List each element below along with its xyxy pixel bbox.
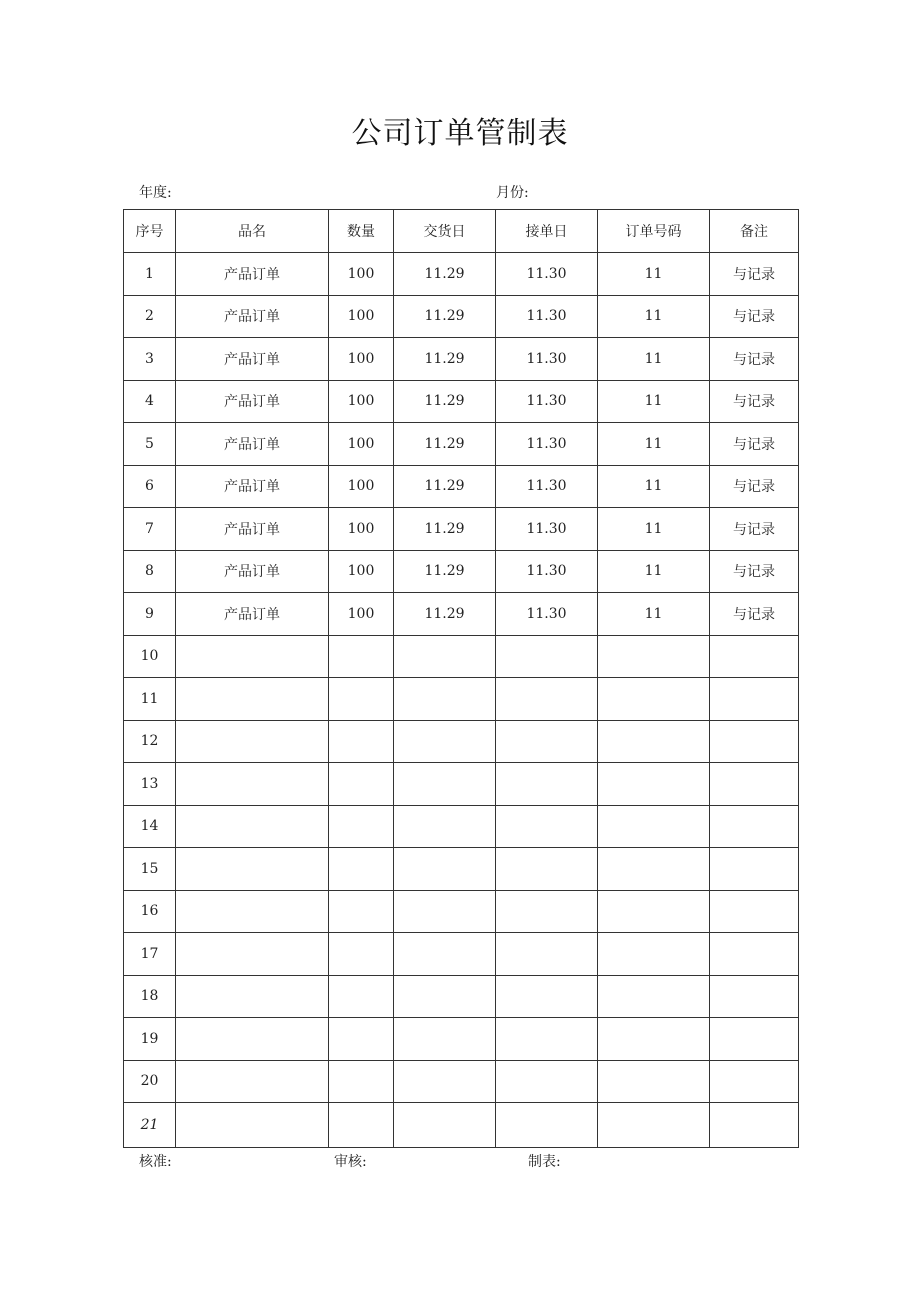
header-received-date: 接单日 <box>496 210 598 253</box>
cell-order-no <box>598 1018 710 1061</box>
cell-received-date <box>496 678 598 721</box>
year-label: 年度: <box>139 185 172 201</box>
cell-seq: 14 <box>124 805 176 848</box>
cell-delivery-date <box>394 1018 496 1061</box>
table-row <box>124 338 799 381</box>
cell-remark: 与记录 <box>710 423 799 466</box>
cell-delivery-date: 11.29 <box>394 593 496 636</box>
cell-delivery-date <box>394 1060 496 1103</box>
cell-qty <box>329 763 394 806</box>
page-title: 公司订单管制表 <box>351 116 569 151</box>
cell-order-no: 11 <box>598 380 710 423</box>
cell-qty <box>329 1018 394 1061</box>
cell-qty <box>329 678 394 721</box>
cell-qty: 100 <box>329 465 394 508</box>
cell-name <box>176 1018 329 1061</box>
cell-received-date <box>496 975 598 1018</box>
cell-order-no <box>598 848 710 891</box>
cell-received-date <box>496 1103 598 1148</box>
cell-name <box>176 763 329 806</box>
cell-order-no <box>598 763 710 806</box>
cell-delivery-date <box>394 805 496 848</box>
cell-seq: 16 <box>124 890 176 933</box>
cell-delivery-date: 11.29 <box>394 380 496 423</box>
cell-remark <box>710 763 799 806</box>
cell-qty <box>329 890 394 933</box>
cell-remark <box>710 975 799 1018</box>
cell-remark <box>710 933 799 976</box>
cell-qty <box>329 1103 394 1148</box>
cell-qty: 100 <box>329 253 394 296</box>
cell-received-date: 11.30 <box>496 423 598 466</box>
cell-order-no: 11 <box>598 508 710 551</box>
cell-received-date: 11.30 <box>496 508 598 551</box>
cell-qty: 100 <box>329 593 394 636</box>
cell-received-date <box>496 848 598 891</box>
cell-order-no <box>598 1060 710 1103</box>
cell-name: 产品订单 <box>176 508 329 551</box>
cell-received-date: 11.30 <box>496 380 598 423</box>
cell-order-no <box>598 1103 710 1148</box>
cell-remark <box>710 890 799 933</box>
cell-seq: 4 <box>124 380 176 423</box>
table-row <box>124 423 799 466</box>
table-row <box>124 508 799 551</box>
cell-remark <box>710 720 799 763</box>
cell-name: 产品订单 <box>176 593 329 636</box>
cell-qty: 100 <box>329 423 394 466</box>
cell-order-no <box>598 678 710 721</box>
cell-delivery-date: 11.29 <box>394 338 496 381</box>
table-row <box>124 890 799 933</box>
cell-received-date <box>496 1060 598 1103</box>
table-row <box>124 848 799 891</box>
cell-order-no: 11 <box>598 295 710 338</box>
cell-remark <box>710 1103 799 1148</box>
cell-remark: 与记录 <box>710 550 799 593</box>
cell-received-date: 11.30 <box>496 253 598 296</box>
cell-received-date: 11.30 <box>496 338 598 381</box>
cell-qty <box>329 848 394 891</box>
cell-seq: 5 <box>124 423 176 466</box>
cell-remark <box>710 848 799 891</box>
cell-name: 产品订单 <box>176 550 329 593</box>
cell-qty <box>329 1060 394 1103</box>
cell-name <box>176 890 329 933</box>
cell-qty: 100 <box>329 338 394 381</box>
table-row <box>124 593 799 636</box>
cell-remark <box>710 1018 799 1061</box>
cell-received-date <box>496 1018 598 1061</box>
cell-received-date: 11.30 <box>496 295 598 338</box>
table-row <box>124 805 799 848</box>
cell-seq: 18 <box>124 975 176 1018</box>
cell-delivery-date <box>394 678 496 721</box>
cell-seq: 8 <box>124 550 176 593</box>
header-remark: 备注 <box>710 210 799 253</box>
header-qty: 数量 <box>329 210 394 253</box>
cell-delivery-date: 11.29 <box>394 550 496 593</box>
cell-seq: 11 <box>124 678 176 721</box>
order-table <box>123 209 799 1148</box>
cell-order-no: 11 <box>598 550 710 593</box>
cell-seq: 12 <box>124 720 176 763</box>
table-row <box>124 933 799 976</box>
cell-delivery-date: 11.29 <box>394 253 496 296</box>
cell-delivery-date: 11.29 <box>394 295 496 338</box>
cell-name <box>176 975 329 1018</box>
cell-seq: 3 <box>124 338 176 381</box>
cell-order-no <box>598 720 710 763</box>
cell-delivery-date <box>394 1103 496 1148</box>
cell-delivery-date <box>394 635 496 678</box>
approve-label: 核准: <box>139 1154 172 1170</box>
cell-remark: 与记录 <box>710 593 799 636</box>
cell-name <box>176 1103 329 1148</box>
cell-name <box>176 720 329 763</box>
cell-received-date <box>496 805 598 848</box>
cell-name <box>176 848 329 891</box>
cell-name <box>176 933 329 976</box>
cell-delivery-date <box>394 763 496 806</box>
cell-order-no: 11 <box>598 593 710 636</box>
table-row <box>124 720 799 763</box>
table-row <box>124 1103 799 1148</box>
cell-received-date: 11.30 <box>496 550 598 593</box>
cell-qty <box>329 805 394 848</box>
cell-name: 产品订单 <box>176 380 329 423</box>
cell-received-date <box>496 890 598 933</box>
table-row <box>124 550 799 593</box>
cell-delivery-date <box>394 848 496 891</box>
cell-name <box>176 678 329 721</box>
table-row <box>124 763 799 806</box>
cell-qty: 100 <box>329 550 394 593</box>
cell-delivery-date: 11.29 <box>394 465 496 508</box>
cell-seq: 2 <box>124 295 176 338</box>
table-row <box>124 295 799 338</box>
cell-remark: 与记录 <box>710 253 799 296</box>
header-delivery-date: 交货日 <box>394 210 496 253</box>
cell-delivery-date: 11.29 <box>394 423 496 466</box>
cell-delivery-date <box>394 933 496 976</box>
cell-qty <box>329 933 394 976</box>
cell-delivery-date <box>394 720 496 763</box>
cell-received-date: 11.30 <box>496 465 598 508</box>
table-row <box>124 678 799 721</box>
cell-delivery-date <box>394 975 496 1018</box>
cell-order-no <box>598 933 710 976</box>
cell-received-date <box>496 933 598 976</box>
cell-order-no <box>598 890 710 933</box>
table-row <box>124 1018 799 1061</box>
cell-seq: 21 <box>124 1103 176 1148</box>
cell-order-no <box>598 635 710 678</box>
cell-order-no: 11 <box>598 253 710 296</box>
prepare-label: 制表: <box>528 1154 561 1170</box>
cell-name: 产品订单 <box>176 253 329 296</box>
table-row <box>124 975 799 1018</box>
cell-name: 产品订单 <box>176 423 329 466</box>
header-seq: 序号 <box>124 210 176 253</box>
cell-seq: 20 <box>124 1060 176 1103</box>
table-row <box>124 635 799 678</box>
review-label: 审核: <box>334 1154 367 1170</box>
cell-order-no <box>598 975 710 1018</box>
header-name: 品名 <box>176 210 329 253</box>
cell-name <box>176 1060 329 1103</box>
cell-seq: 15 <box>124 848 176 891</box>
cell-seq: 1 <box>124 253 176 296</box>
header-order-no: 订单号码 <box>598 210 710 253</box>
cell-order-no: 11 <box>598 423 710 466</box>
cell-qty <box>329 635 394 678</box>
cell-delivery-date <box>394 890 496 933</box>
table-row <box>124 253 799 296</box>
cell-qty: 100 <box>329 380 394 423</box>
cell-qty: 100 <box>329 295 394 338</box>
cell-remark <box>710 635 799 678</box>
cell-remark <box>710 678 799 721</box>
cell-received-date <box>496 763 598 806</box>
table-row <box>124 1060 799 1103</box>
month-label: 月份: <box>496 185 529 201</box>
cell-seq: 10 <box>124 635 176 678</box>
cell-order-no: 11 <box>598 338 710 381</box>
table-row <box>124 465 799 508</box>
cell-remark: 与记录 <box>710 508 799 551</box>
cell-name: 产品订单 <box>176 338 329 381</box>
header-row <box>124 210 799 253</box>
cell-order-no <box>598 805 710 848</box>
cell-remark: 与记录 <box>710 338 799 381</box>
cell-seq: 6 <box>124 465 176 508</box>
cell-remark <box>710 1060 799 1103</box>
cell-delivery-date: 11.29 <box>394 508 496 551</box>
table-row <box>124 380 799 423</box>
cell-seq: 7 <box>124 508 176 551</box>
cell-seq: 17 <box>124 933 176 976</box>
cell-remark: 与记录 <box>710 380 799 423</box>
cell-received-date <box>496 720 598 763</box>
cell-qty <box>329 720 394 763</box>
cell-qty <box>329 975 394 1018</box>
cell-name: 产品订单 <box>176 465 329 508</box>
cell-received-date <box>496 635 598 678</box>
cell-seq: 9 <box>124 593 176 636</box>
cell-remark <box>710 805 799 848</box>
cell-name <box>176 635 329 678</box>
cell-name: 产品订单 <box>176 295 329 338</box>
cell-seq: 13 <box>124 763 176 806</box>
cell-remark: 与记录 <box>710 295 799 338</box>
cell-order-no: 11 <box>598 465 710 508</box>
cell-remark: 与记录 <box>710 465 799 508</box>
cell-qty: 100 <box>329 508 394 551</box>
cell-received-date: 11.30 <box>496 593 598 636</box>
cell-name <box>176 805 329 848</box>
cell-seq: 19 <box>124 1018 176 1061</box>
